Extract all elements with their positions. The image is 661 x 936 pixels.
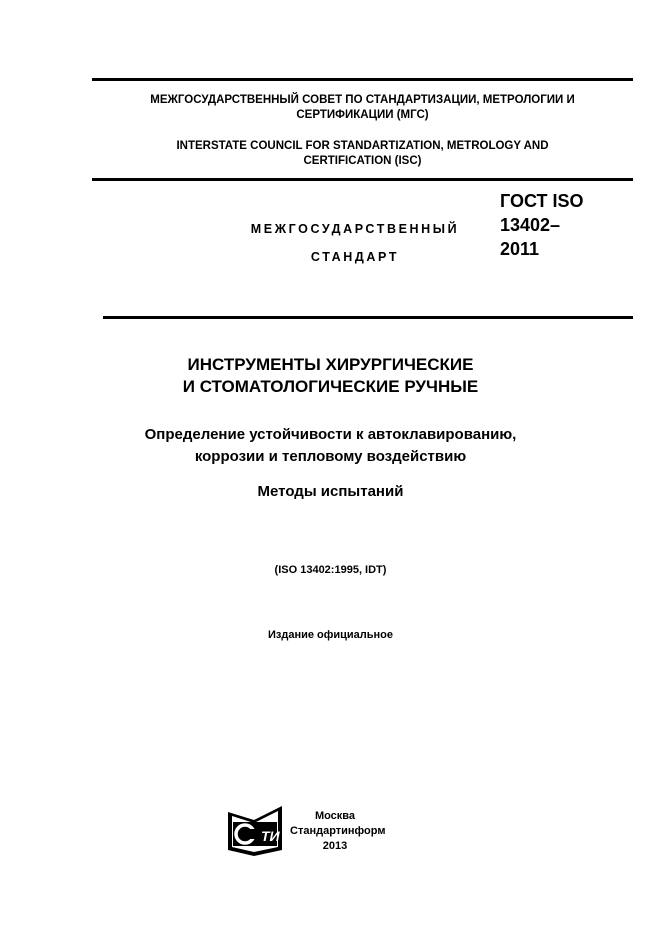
publisher-city: Москва (314, 810, 356, 822)
publisher-name: Стандартинформ (290, 825, 386, 837)
designation (500, 189, 584, 261)
council-ru-line: СЕРТИФИКАЦИИ (МГС) (296, 109, 429, 121)
designation-line: 13402– (500, 215, 561, 235)
publisher-info (290, 809, 386, 854)
designation-line: ГОСТ ISO (500, 191, 584, 211)
title-rule (103, 316, 633, 319)
edition-label: Издание официальное (267, 629, 394, 641)
iso-reference: (ISO 13402:1995, IDT) (274, 564, 387, 576)
methods-label: Методы испытаний (257, 483, 404, 500)
council-en (80, 139, 645, 169)
council-ru (80, 93, 645, 123)
title-line: И СТОМАТОЛОГИЧЕСКИЕ РУЧНЫЕ (182, 377, 479, 396)
title-line: ИНСТРУМЕНТЫ ХИРУРГИЧЕСКИЕ (187, 355, 474, 374)
top-rule (92, 78, 633, 81)
subtitle-line: Определение устойчивости к автоклавированию, (144, 426, 517, 443)
publisher-year: 2013 (322, 840, 348, 852)
council-en-line: CERTIFICATION (ISC) (303, 155, 422, 167)
publisher-logo-icon (224, 804, 286, 863)
document-subtitle (0, 424, 661, 468)
standard-type-2: СТАНДАРТ (310, 250, 400, 264)
standard-type-1: МЕЖГОСУДАРСТВЕННЫЙ (250, 222, 460, 236)
council-ru-line: МЕЖГОСУДАРСТВЕННЫЙ СОВЕТ ПО СТАНДАРТИЗАЦИИ, МЕТРОЛОГИИ И (150, 94, 575, 106)
header-rule (92, 178, 633, 181)
council-en-line: INTERSTATE COUNCIL FOR STANDARTIZATION, METROLOGY AND (176, 140, 549, 152)
designation-line: 2011 (500, 239, 540, 259)
subtitle-line: коррозии и тепловому воздействию (194, 448, 467, 465)
svg-text:ТИ: ТИ (261, 828, 280, 844)
document-title (0, 354, 661, 398)
